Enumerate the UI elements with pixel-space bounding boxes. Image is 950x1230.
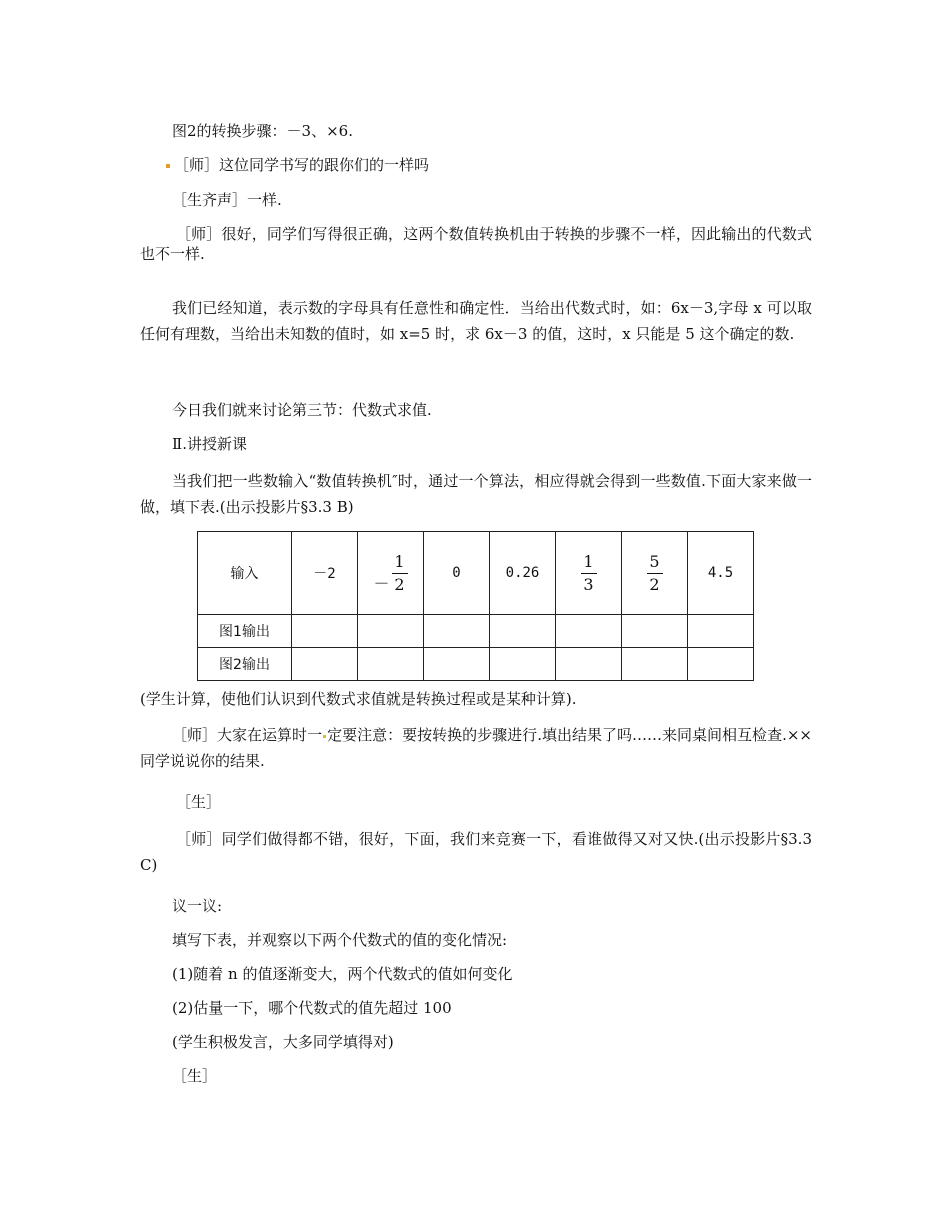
output-cell (424, 615, 490, 648)
denominator: 2 (649, 574, 660, 594)
output-cell (622, 615, 688, 648)
text-students-answer: (学生积极发言，大多同学填得对) (172, 1033, 394, 1051)
row-label-output-1: 图1输出 (198, 615, 292, 648)
output-cell (490, 615, 556, 648)
output-cell (556, 615, 622, 648)
fraction (647, 552, 663, 595)
text-line-2 (166, 155, 429, 175)
output-cell (292, 648, 358, 681)
output-cell (292, 615, 358, 648)
numerator: 1 (394, 551, 405, 571)
text-line-today: 今日我们就来讨论第三节：代数式求值. (172, 401, 432, 419)
teacher-note-part-2: 定要注意：要按转换的步骤进行.填出结果了吗……来同桌间相互检查.××同学说说你的结果. (140, 726, 812, 770)
paragraph-teacher-praise: ［师］很好，同学们写得很正确，这两个数值转换机由于转换的步骤不一样，因此输出的代数式也不一样. (140, 225, 812, 263)
text-line-2-content: ［师］这位同学书写的跟你们的一样吗 (174, 156, 430, 174)
output-cell (688, 615, 754, 648)
input-cell-neg-half (358, 532, 424, 615)
section-heading-new-lesson: Ⅱ.讲授新课 (172, 435, 247, 453)
numerator: 5 (649, 551, 660, 571)
output-cell (358, 648, 424, 681)
output-cell (490, 648, 556, 681)
denominator: 3 (583, 574, 594, 594)
teacher-note-part-1: ［师］大家在运算时一 (172, 726, 323, 744)
fraction (392, 552, 408, 595)
minus-sign: － (373, 573, 390, 593)
question-2: (2)估量一下，哪个代数式的值先超过 100 (172, 999, 452, 1017)
text-line-1: 图2的转换步骤：－3、×6. (172, 122, 353, 140)
output-cell (556, 648, 622, 681)
table-row-input (198, 532, 754, 615)
numerator: 1 (583, 551, 594, 571)
output-cell (358, 615, 424, 648)
text-student-1: ［生］ (176, 793, 222, 811)
output-cell (622, 648, 688, 681)
text-line-3: ［生齐声］一样. (172, 191, 282, 209)
text-student-2: ［生］ (172, 1067, 218, 1085)
question-1: (1)随着 n 的值逐渐变大，两个代数式的值如何变化 (172, 965, 513, 983)
table-row-output-1 (198, 615, 754, 648)
paragraph-teacher-note (140, 722, 812, 774)
marker-dot-small (323, 735, 326, 738)
marker-dot (166, 164, 170, 168)
table-row-output-2 (198, 648, 754, 681)
input-cell-five-halves (622, 532, 688, 615)
paragraph-competition: ［师］同学们做得都不错，很好，下面，我们来竞赛一下，看谁做得又对又快.(出示投影片§3.3 C) (140, 830, 812, 874)
paragraph-known-facts: 我们已经知道，表示数的字母具有任意性和确定性．当给出代数式时，如：6x－3,字母 x 可以取任何有理数，当给出未知数的值时，如 x=5 时，求 6x－3 的值，这时，x 只能是 5 这个确定的数. (140, 299, 812, 343)
input-cell: 0.26 (490, 532, 556, 615)
input-cell: 0 (424, 532, 490, 615)
paragraph-converter-intro: 当我们把一些数输入“数值转换机″时，通过一个算法，相应得就会得到一些数值.下面大家来做一做，填下表.(出示投影片§3.3 B) (140, 472, 812, 516)
row-label-output-2: 图2输出 (198, 648, 292, 681)
input-cell: 4.5 (688, 532, 754, 615)
output-cell (688, 648, 754, 681)
denominator: 2 (394, 574, 405, 594)
conversion-table (197, 531, 754, 681)
text-fill-table: 填写下表，并观察以下两个代数式的值的变化情况: (172, 931, 508, 949)
fraction (581, 552, 597, 595)
text-discuss: 议一议: (172, 897, 223, 915)
input-cell-one-third (556, 532, 622, 615)
input-cell: －2 (292, 532, 358, 615)
header-input-label: 输入 (198, 532, 292, 615)
text-student-calc: (学生计算，使他们认识到代数式求值就是转换过程或是某种计算). (140, 690, 577, 708)
output-cell (424, 648, 490, 681)
